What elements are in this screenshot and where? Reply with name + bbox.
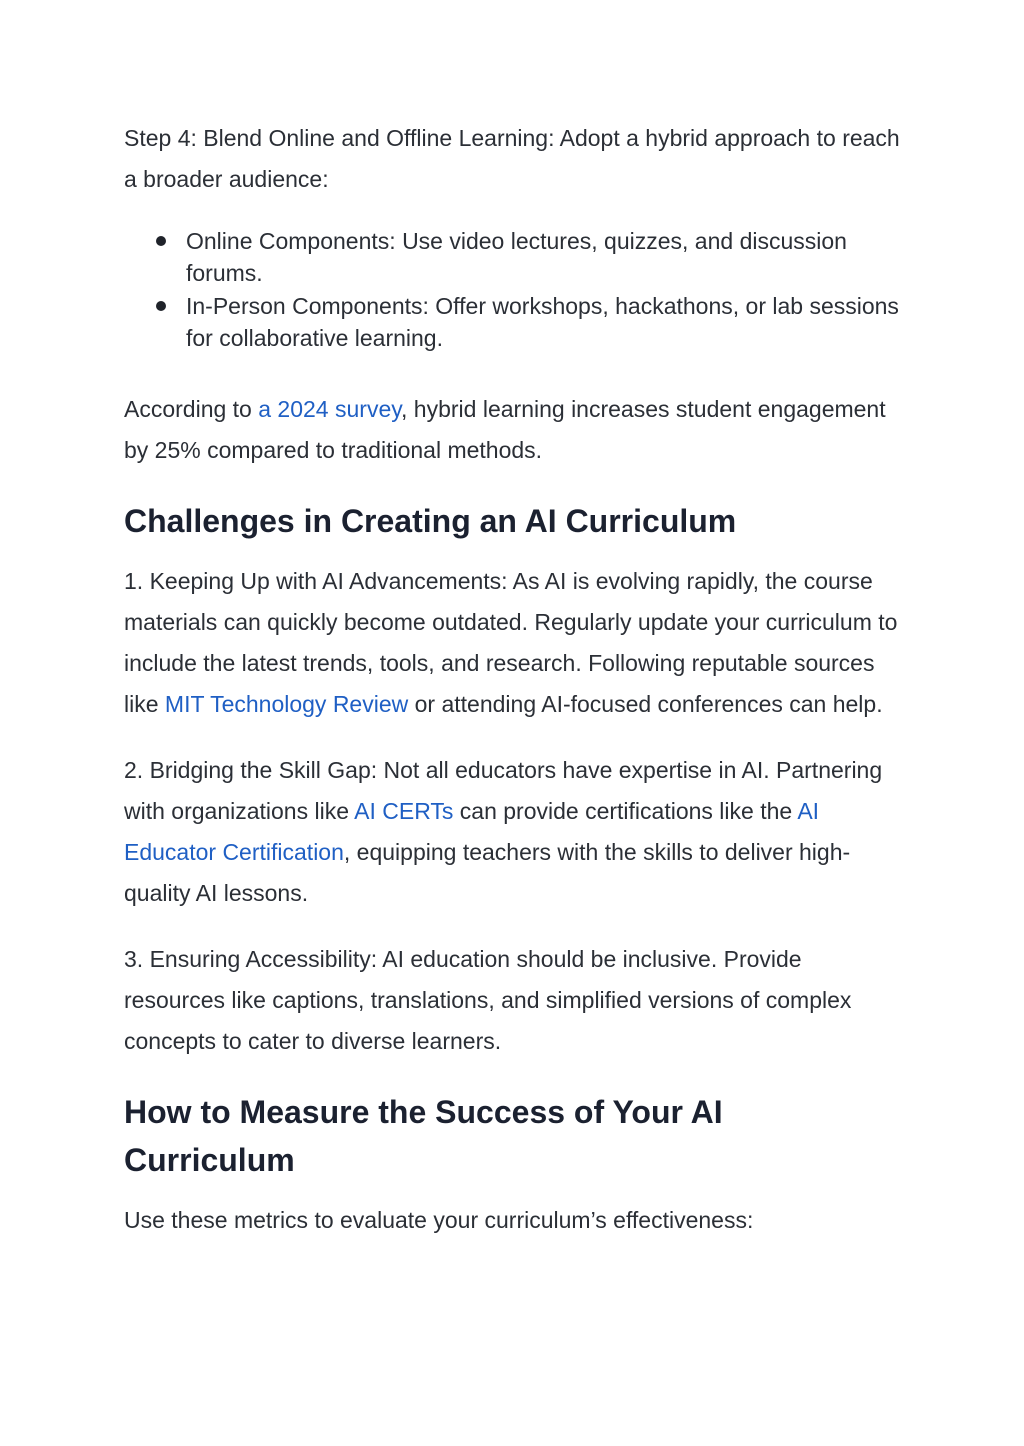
list-item [124,290,904,354]
challenge-2-paragraph [124,750,904,914]
step4-paragraph: Step 4: Blend Online and Offline Learning: Adopt a hybrid approach to reach a broader audience: [124,125,900,192]
measure-intro-paragraph: Use these metrics to evaluate your curriculum’s effectiveness: [124,1207,754,1233]
list-item-text: Online Components: Use video lectures, quizzes, and discussion forums. [186,228,847,286]
hybrid-components-list [124,225,904,354]
survey-paragraph [124,389,904,471]
measure-heading: How to Measure the Success of Your AI Curriculum [124,1094,723,1178]
list-item-text: In-Person Components: Offer workshops, hackathons, or lab sessions for collaborative learning. [186,293,899,351]
challenge-1-paragraph [124,561,904,725]
challenge-2-text-before: 2. Bridging the Skill Gap: Not all educators have expertise in AI. Partnering with organizations like [124,757,883,824]
challenge-2-text-after: , equipping teachers with the skills to deliver high-quality AI lessons. [124,839,851,906]
ai-certs-link[interactable]: AI CERTs [354,798,454,824]
ai-educator-certification-link[interactable]: AI Educator Certification [124,798,820,865]
challenge-3-paragraph: 3. Ensuring Accessibility: AI education should be inclusive. Provide resources like captions, translations, and simplified versions of complex concepts to cater to diverse learners. [124,946,852,1054]
list-item [124,225,904,289]
survey-text-before: According to [124,396,259,422]
survey-text-after: , hybrid learning increases student engagement by 25% compared to traditional methods. [124,396,886,463]
challenge-1-text-before: 1. Keeping Up with AI Advancements: As AI is evolving rapidly, the course materials can quickly become outdated. Regularly update your curriculum to include the latest trends, tools, and research. Following reputable sources like [124,568,898,717]
challenge-2-text-middle: can provide certifications like the [453,798,798,824]
bullet-dot-icon [156,301,166,311]
bullet-dot-icon [156,236,166,246]
survey-link[interactable]: a 2024 survey [258,396,402,422]
challenges-heading: Challenges in Creating an AI Curriculum [124,503,737,539]
challenge-1-text-after: or attending AI-focused conferences can help. [408,691,883,717]
mit-technology-review-link[interactable]: MIT Technology Review [164,691,409,717]
article-body [124,118,904,1241]
